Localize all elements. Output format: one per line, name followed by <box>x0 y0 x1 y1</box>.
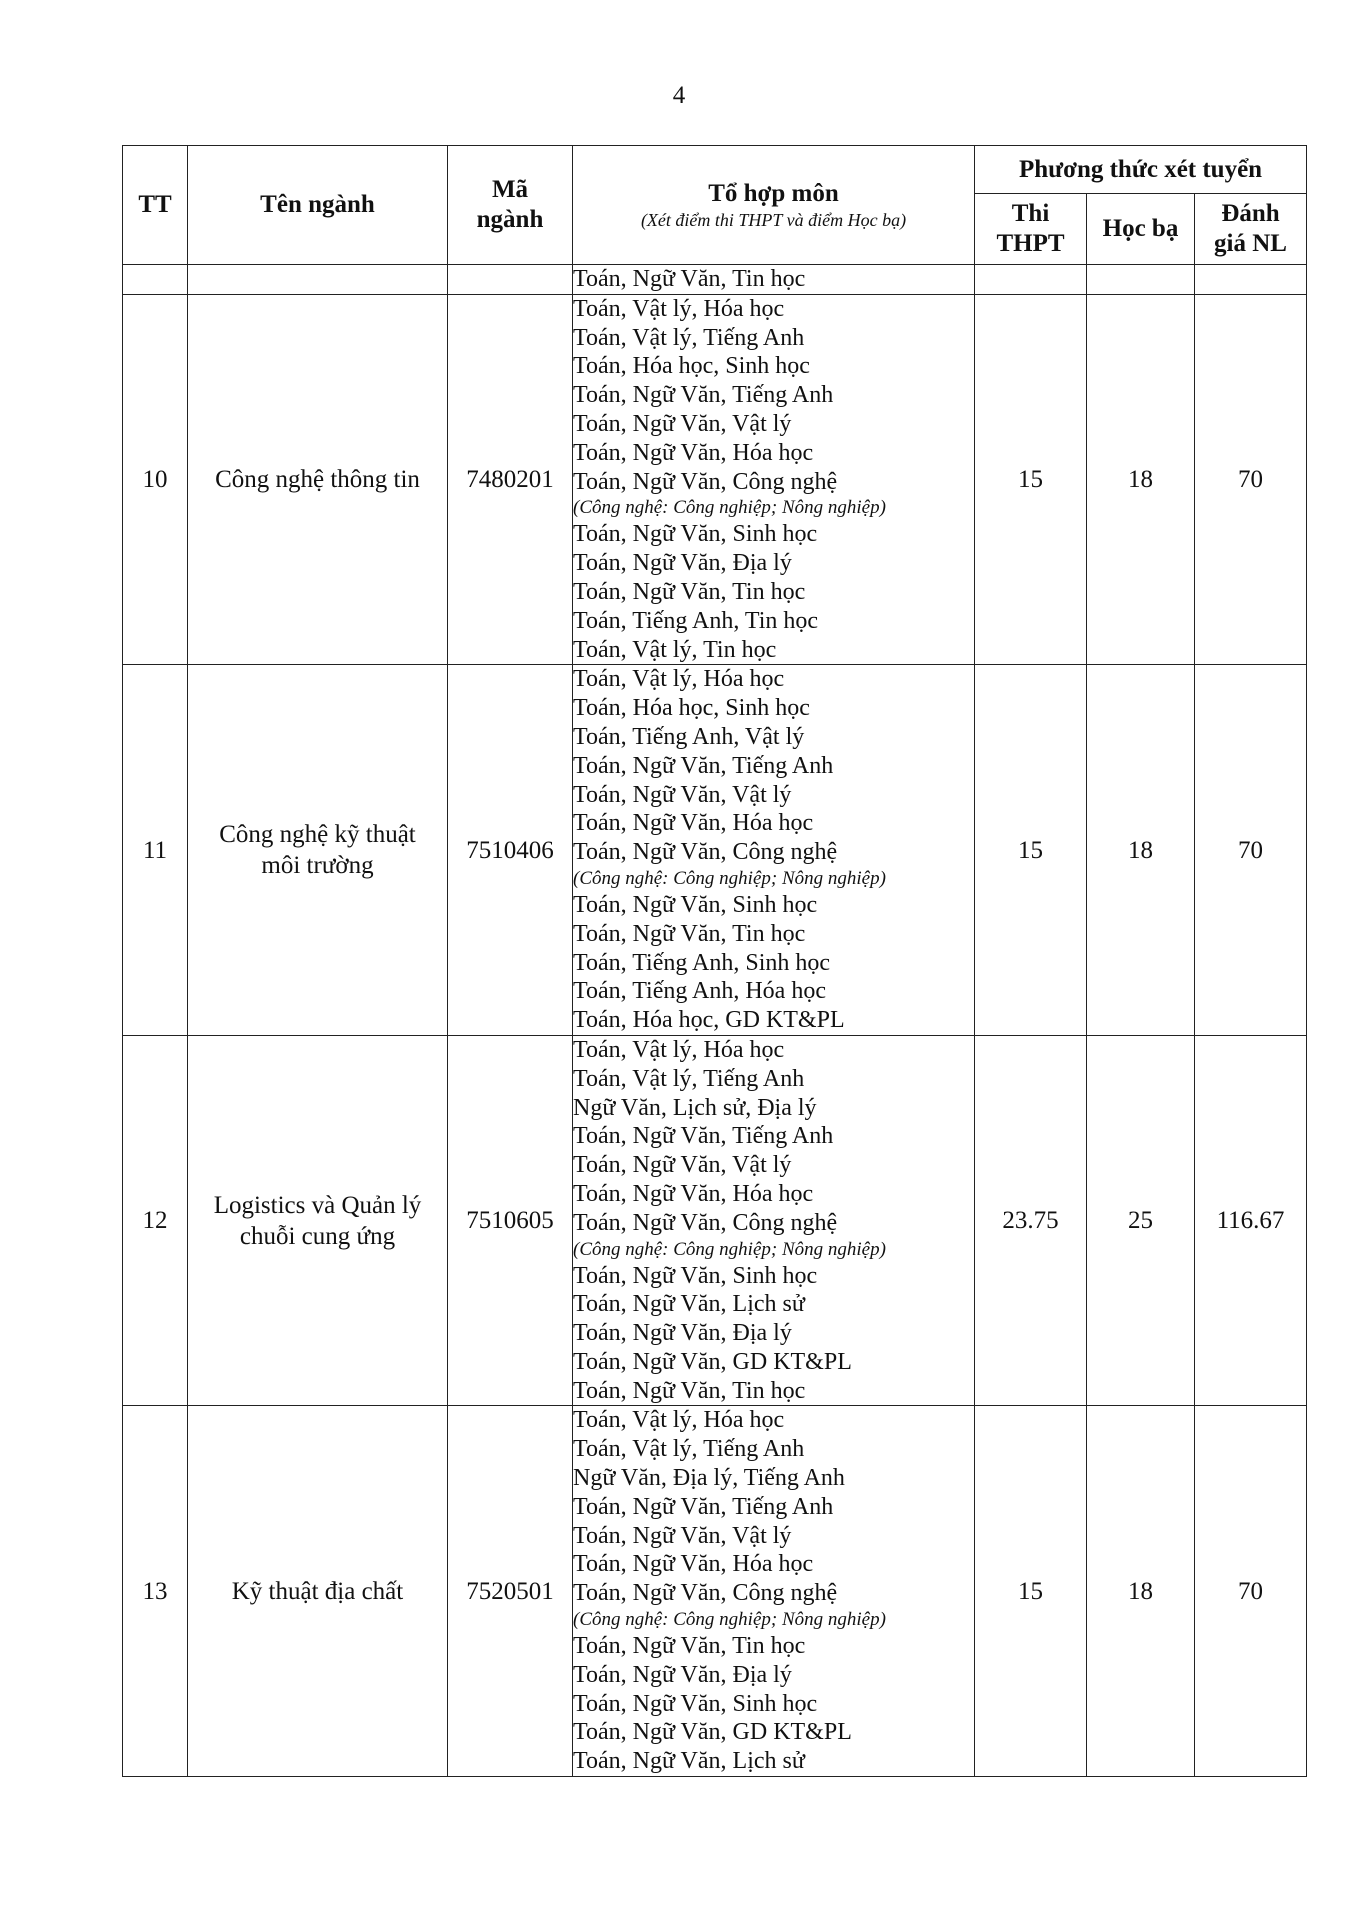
table-row-carry-over <box>123 265 1307 295</box>
combo-item: Toán, Ngữ Văn, Sinh học <box>573 1690 818 1717</box>
combo-item: Toán, Ngữ Văn, Địa lý <box>573 550 792 577</box>
combo-note: (Công nghệ: Công nghiệp; Nông nghiệp) <box>573 1238 886 1260</box>
table-body <box>123 265 1307 1777</box>
cell-major-code: 7510406 <box>448 665 573 1036</box>
combo-item: Toán, Ngữ Văn, Vật lý <box>573 781 792 808</box>
cell-code-empty <box>448 265 573 295</box>
header-nl-line1: Đánh <box>1221 200 1280 227</box>
combo-item: Toán, Ngữ Văn, Vật lý <box>573 1152 792 1179</box>
combo-item: Toán, Ngữ Văn, Tiếng Anh <box>573 752 834 779</box>
major-name-line2: chuỗi cung ứng <box>239 1222 396 1250</box>
cell-hocba-score: 18 <box>1087 1406 1195 1777</box>
combo-item: Toán, Hóa học, GD KT&PL <box>573 1007 845 1034</box>
cell-combos <box>573 265 975 295</box>
cell-major-name <box>188 1406 448 1777</box>
header-thpt-line1: Thi <box>1011 200 1050 227</box>
table-header <box>123 146 1307 265</box>
cell-combos <box>573 1035 975 1406</box>
combo-item: Toán, Ngữ Văn, Tin học <box>573 1377 806 1404</box>
cell-name-empty <box>188 265 448 295</box>
cell-hocba-score: 18 <box>1087 665 1195 1036</box>
cell-tt: 13 <box>123 1406 188 1777</box>
header-tt: TT <box>123 146 188 265</box>
major-name-line1: Công nghệ thông tin <box>215 466 420 494</box>
cell-combos <box>573 1406 975 1777</box>
header-code-line2: ngành <box>476 206 544 233</box>
combo-item: Toán, Ngữ Văn, Tin học <box>573 266 806 292</box>
combo-item: Toán, Ngữ Văn, Sinh học <box>573 891 818 918</box>
header-thpt-line2: THPT <box>996 230 1065 257</box>
page-number: 4 <box>672 82 686 109</box>
combo-item: Toán, Ngữ Văn, Vật lý <box>573 410 792 437</box>
combo-item: Toán, Ngữ Văn, Địa lý <box>573 1320 792 1347</box>
cell-hocba-empty <box>1087 265 1195 295</box>
combo-item: Toán, Ngữ Văn, Tin học <box>573 920 806 947</box>
combo-item: Toán, Ngữ Văn, Công nghệ <box>573 468 838 495</box>
combo-item: Toán, Ngữ Văn, Hóa học <box>573 1180 814 1207</box>
combo-item: Toán, Ngữ Văn, Sinh học <box>573 1262 818 1289</box>
header-subject-combos <box>573 146 975 265</box>
table-row <box>123 294 1307 665</box>
cell-nl-score: 116.67 <box>1195 1035 1307 1406</box>
combo-item: Toán, Ngữ Văn, Hóa học <box>573 1551 814 1578</box>
major-name-line1: Kỹ thuật địa chất <box>231 1577 404 1605</box>
cell-thpt-empty <box>975 265 1087 295</box>
combo-item: Toán, Ngữ Văn, Lịch sử <box>573 1748 805 1775</box>
combo-item: Toán, Ngữ Văn, Công nghệ <box>573 839 838 866</box>
combo-item: Toán, Ngữ Văn, GD KT&PL <box>573 1719 852 1746</box>
combo-item: Toán, Ngữ Văn, GD KT&PL <box>573 1348 852 1375</box>
header-nl-line2: giá NL <box>1214 230 1287 257</box>
header-admission-method: Phương thức xét tuyển <box>975 146 1307 194</box>
combo-item: Toán, Ngữ Văn, Vật lý <box>573 1522 792 1549</box>
combo-item: Toán, Ngữ Văn, Công nghệ <box>573 1209 838 1236</box>
cell-thpt-score: 23.75 <box>975 1035 1087 1406</box>
table-row <box>123 665 1307 1036</box>
table-row <box>123 1406 1307 1777</box>
cell-major-name <box>188 665 448 1036</box>
cell-major-code: 7510605 <box>448 1035 573 1406</box>
cell-major-code: 7520501 <box>448 1406 573 1777</box>
cell-nl-score: 70 <box>1195 1406 1307 1777</box>
combo-item: Toán, Ngữ Văn, Hóa học <box>573 439 814 466</box>
cell-major-name <box>188 1035 448 1406</box>
combo-item: Toán, Vật lý, Hóa học <box>573 1407 785 1434</box>
cell-thpt-score: 15 <box>975 665 1087 1036</box>
cell-nl-score: 70 <box>1195 294 1307 665</box>
cell-combos <box>573 665 975 1036</box>
combo-item: Toán, Vật lý, Tiếng Anh <box>573 1436 805 1463</box>
combo-item: Toán, Vật lý, Hóa học <box>573 1036 785 1063</box>
table-row <box>123 1035 1307 1406</box>
combo-item: Ngữ Văn, Lịch sử, Địa lý <box>573 1094 817 1121</box>
combo-item: Toán, Ngữ Văn, Tiếng Anh <box>573 1493 834 1520</box>
header-combo-title: Tổ hợp môn <box>708 180 839 207</box>
header-nl <box>1195 194 1307 265</box>
combo-item: Toán, Ngữ Văn, Địa lý <box>573 1661 792 1688</box>
cell-combos <box>573 294 975 665</box>
combo-item: Toán, Vật lý, Tin học <box>573 636 777 663</box>
combo-item: Toán, Ngữ Văn, Sinh học <box>573 521 818 548</box>
combo-item: Toán, Tiếng Anh, Vật lý <box>573 723 805 750</box>
cell-tt: 11 <box>123 665 188 1036</box>
combo-item: Toán, Tiếng Anh, Hóa học <box>573 978 826 1005</box>
combo-item: Toán, Tiếng Anh, Sinh học <box>573 949 831 976</box>
cell-tt-empty <box>123 265 188 295</box>
combo-item: Toán, Vật lý, Hóa học <box>573 295 785 322</box>
admissions-table <box>122 145 1307 1777</box>
cell-hocba-score: 25 <box>1087 1035 1195 1406</box>
major-name-line1: Logistics và Quản lý <box>213 1191 422 1219</box>
header-major-name: Tên ngành <box>188 146 448 265</box>
header-hocba: Học bạ <box>1087 194 1195 265</box>
cell-major-code: 7480201 <box>448 294 573 665</box>
major-name-line2: môi trường <box>261 852 374 880</box>
cell-nl-score: 70 <box>1195 665 1307 1036</box>
cell-tt: 12 <box>123 1035 188 1406</box>
cell-hocba-score: 18 <box>1087 294 1195 665</box>
combo-note: (Công nghệ: Công nghiệp; Nông nghiệp) <box>573 497 886 519</box>
combo-note: (Công nghệ: Công nghiệp; Nông nghiệp) <box>573 1609 886 1631</box>
combo-note: (Công nghệ: Công nghiệp; Nông nghiệp) <box>573 867 886 889</box>
combo-item: Toán, Ngữ Văn, Tiếng Anh <box>573 382 834 409</box>
combo-item: Toán, Ngữ Văn, Tiếng Anh <box>573 1123 834 1150</box>
cell-thpt-score: 15 <box>975 1406 1087 1777</box>
combo-item: Toán, Vật lý, Hóa học <box>573 666 785 693</box>
combo-item: Toán, Hóa học, Sinh học <box>573 353 810 380</box>
combo-item: Toán, Ngữ Văn, Lịch sử <box>573 1291 805 1318</box>
major-name-line1: Công nghệ kỹ thuật <box>219 821 416 849</box>
cell-thpt-score: 15 <box>975 294 1087 665</box>
header-thpt <box>975 194 1087 265</box>
combo-item: Toán, Ngữ Văn, Hóa học <box>573 810 814 837</box>
cell-nl-empty <box>1195 265 1307 295</box>
combo-item: Toán, Vật lý, Tiếng Anh <box>573 324 805 351</box>
header-code-line1: Mã <box>491 176 529 203</box>
cell-major-name <box>188 294 448 665</box>
combo-item: Toán, Ngữ Văn, Tin học <box>573 1633 806 1660</box>
combo-item: Toán, Vật lý, Tiếng Anh <box>573 1065 805 1092</box>
combo-item: Ngữ Văn, Địa lý, Tiếng Anh <box>573 1465 845 1492</box>
combo-item: Toán, Ngữ Văn, Công nghệ <box>573 1580 838 1607</box>
header-combo-subtitle: (Xét điểm thi THPT và điểm Học bạ) <box>640 210 907 230</box>
combo-item: Toán, Hóa học, Sinh học <box>573 695 810 722</box>
combo-item: Toán, Ngữ Văn, Tin học <box>573 578 806 605</box>
combo-item: Toán, Tiếng Anh, Tin học <box>573 607 819 634</box>
header-major-code <box>448 146 573 265</box>
cell-tt: 10 <box>123 294 188 665</box>
